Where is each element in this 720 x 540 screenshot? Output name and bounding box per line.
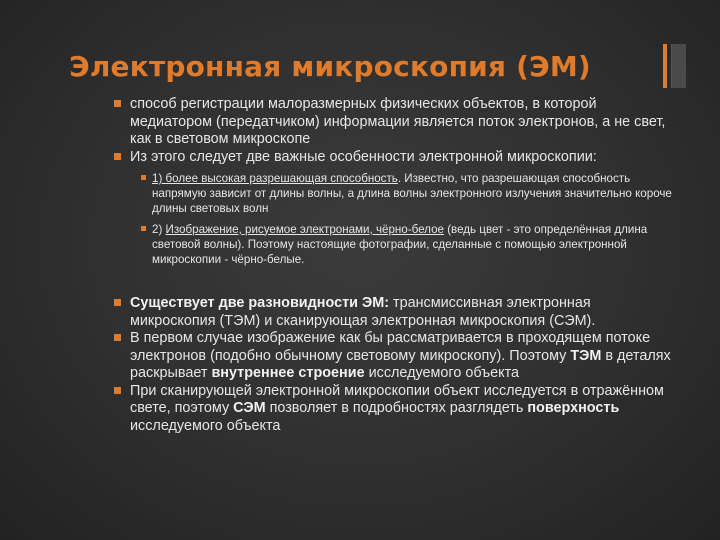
accent-bar-gray xyxy=(671,44,686,88)
bullet-item xyxy=(112,330,672,383)
bullet-square-icon xyxy=(114,299,121,306)
bullet-text: трансмиссивная электронная микроскопия (ТЭМ) и сканирующая электронная микроскопия (СЭМ). xyxy=(130,295,596,329)
bullet-text: исследуемого объекта xyxy=(364,365,520,382)
bullet-bold: ТЭМ xyxy=(570,347,602,364)
bullet-item xyxy=(112,383,672,436)
slide-content xyxy=(112,96,672,435)
bullet-square-icon xyxy=(141,175,146,180)
bullet-text: позволяет в подробностях разглядеть xyxy=(265,400,528,417)
bullet-bold: внутреннее строение xyxy=(211,365,365,382)
bullet-text: способ регистрации малоразмерных физических объектов, в которой медиатором (передатчиком) информации является поток электронов, а не свет, как в световом микроскопе xyxy=(130,96,666,147)
bullet-square-icon xyxy=(114,100,121,107)
title-accent-bars xyxy=(663,44,685,88)
sub-bullet-text: (ведь цвет - это определённая длина световой волны). Поэтому настоящие фотографии, сделанные с помощью электронной микроскопии - чёрно-белые. xyxy=(152,222,648,267)
sub-bullet-item xyxy=(112,222,672,268)
bullet-square-icon xyxy=(114,387,121,394)
sub-bullet-underlined: Изображение, рисуемое электронами, чёрно-белое xyxy=(165,222,444,236)
sub-bullet-text: . Известно, что разрешающая способность напрямую зависит от длины волны, а длина волны электронного излучения значительно короче длины световых волн xyxy=(152,172,672,216)
bullet-bold: Существует две разновидности ЭМ: xyxy=(130,295,389,312)
sub-bullet-item xyxy=(112,171,672,217)
bullet-bold: поверхность xyxy=(527,400,620,417)
bullet-text: в деталях раскрывает xyxy=(130,347,671,382)
bullet-square-icon xyxy=(141,226,146,231)
bullet-item xyxy=(112,149,672,167)
bullet-text: исследуемого объекта xyxy=(130,417,281,434)
bullet-text: При сканирующей электронной микроскопии объект исследуется в отражённом свете, поэтому xyxy=(130,382,664,417)
bullet-text: Из этого следует две важные особенности электронной микроскопии: xyxy=(130,148,597,165)
bullet-item xyxy=(112,295,672,330)
sub-bullet-prefix: 2) xyxy=(152,222,166,236)
accent-bar-orange xyxy=(663,44,667,88)
bullet-square-icon xyxy=(114,334,121,341)
bullet-text: В первом случае изображение как бы рассматривается в проходящем потоке электронов (подобно обычному световому микроскопу). Поэтому xyxy=(130,330,651,364)
slide-title: Электронная микроскопия (ЭМ) xyxy=(69,50,591,83)
sub-bullet-underlined: 1) более высокая разрешающая способность xyxy=(152,172,398,185)
bullet-square-icon xyxy=(114,153,121,160)
bullet-bold: СЭМ xyxy=(233,400,266,417)
bullet-item xyxy=(112,96,672,149)
